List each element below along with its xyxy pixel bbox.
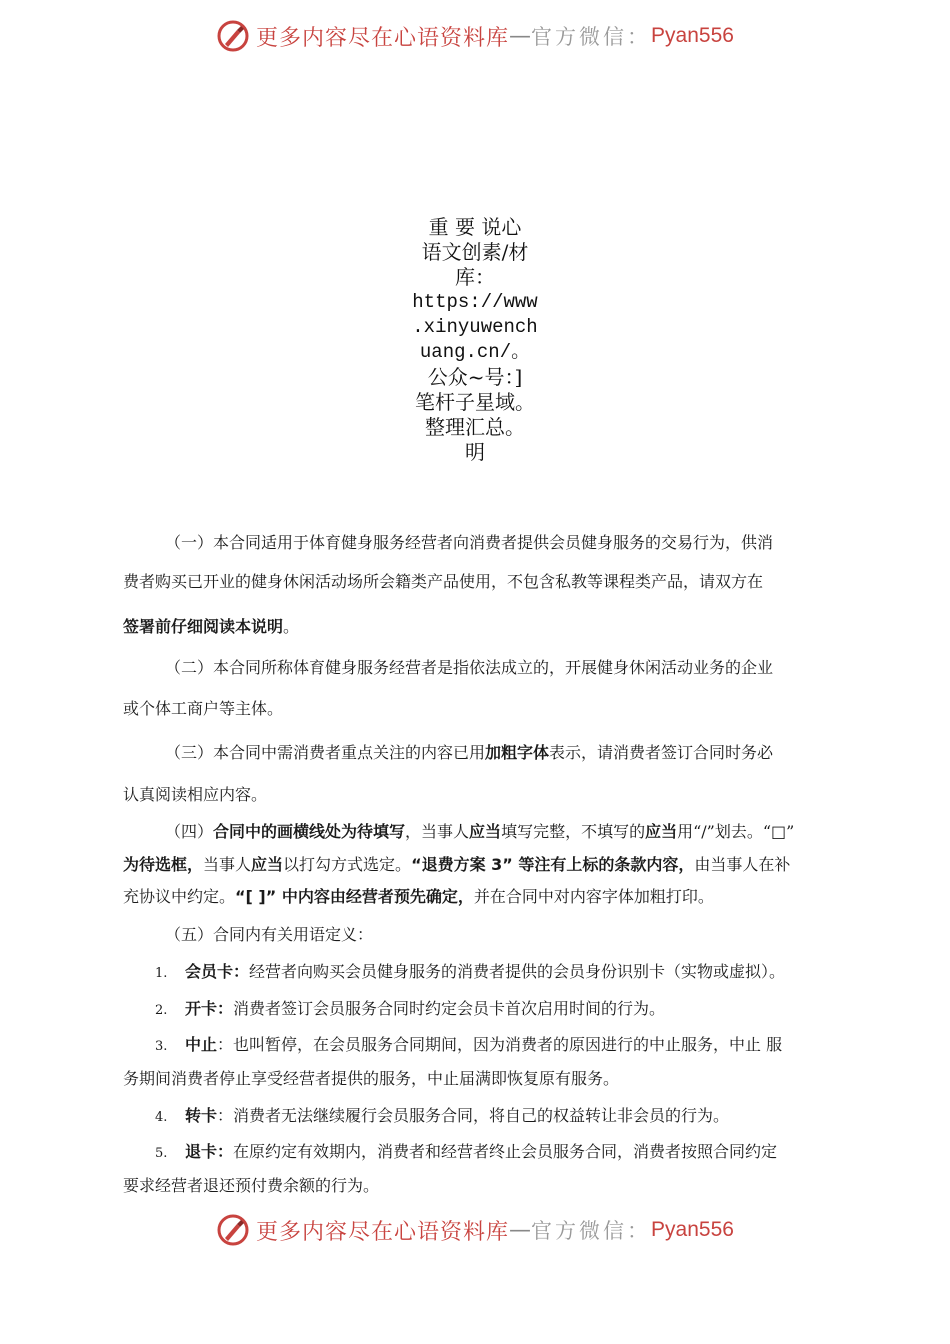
text: 填写完整，不填写的 (501, 822, 646, 841)
para-3-line-1 (165, 743, 833, 763)
item-number: 2. (155, 1003, 168, 1018)
pen-logo-icon (216, 19, 250, 53)
para-4-line-3 (123, 887, 833, 907)
text: （四） (165, 822, 214, 841)
definition-text: 经营者向购买会员健身服务的消费者提供的会员身份识别卡（实物或虚拟）。 (249, 962, 786, 981)
definition-term: 中止 (185, 1035, 218, 1054)
text: 由当事人在补 (694, 855, 791, 874)
footer-banner (0, 1210, 950, 1250)
text: 充协议中约定。 (123, 887, 236, 906)
banner-wechat-id: Pyan556 (651, 24, 734, 47)
bold-text: 加粗字体 (485, 743, 550, 762)
banner-official-label: 官方微信： (531, 25, 652, 49)
para-1-line-3 (123, 617, 833, 637)
pen-logo-icon (216, 1213, 250, 1247)
item-number: 1. (155, 966, 168, 981)
para-2-line-1: （二）本合同所称体育健身服务经营者是指依法成立的，开展健身休闲活动业务的企业 (165, 658, 774, 677)
title-line: https://www (412, 291, 538, 313)
para-3-line-2: 认真阅读相应内容。 (123, 785, 268, 804)
text: 用“/”划去。“□” (677, 822, 795, 841)
definition-term: 开卡： (185, 999, 234, 1018)
bold-text: 应当 (469, 822, 502, 841)
text: 当事人 (203, 855, 252, 874)
text: 并在合同中对内容字体加粗打印。 (473, 887, 714, 906)
para-2-line-2: 或个体工商户等主体。 (123, 699, 284, 718)
bold-text: 合同中的画横线处为待填写 (213, 822, 406, 841)
definition-item-4 (155, 1106, 865, 1128)
definition-item-3-cont: 务期间消费者停止享受经营者提供的服务，中止届满即恢复原有服务。 (123, 1069, 620, 1088)
title-line: 笔杆子星域。 (415, 390, 535, 414)
definition-item-1 (155, 962, 865, 984)
para-1-line-2: 费者购买已开业的健身休闲活动场所会籍类产品使用，不包含私教等课程类产品，请双方在 (123, 572, 764, 591)
bold-text: “退费方案 3” 等注有上标的条款内容， (411, 855, 695, 874)
bold-text: “[ ]” 中内容由经营者预先确定， (235, 887, 474, 906)
text: 表示，请消费者签订合同时务必 (549, 743, 774, 762)
text: 以打勾方式选定。 (283, 855, 412, 874)
para-1-line-1: （一）本合同适用于体育健身服务经营者向消费者提供会员健身服务的交易行为，供消 (165, 533, 774, 552)
title-line: uang.cn/。 (419, 341, 531, 363)
text: ，当事人 (405, 822, 470, 841)
title-line: 语文创素/材 (421, 240, 529, 264)
definition-text: ：消费者无法继续履行会员服务合同，将自己的权益转让非会员的行为。 (217, 1106, 730, 1125)
title-line: 重 要 说心 (428, 215, 522, 239)
banner-slogan: 更多内容尽在心语资料库 (256, 25, 510, 51)
title-line: 整理汇总。 (425, 415, 525, 439)
definition-term: 会员卡： (185, 962, 250, 981)
definition-item-2 (155, 999, 865, 1021)
banner-separator: — (509, 23, 532, 49)
para-4-line-2 (123, 855, 833, 875)
item-number: 5. (155, 1146, 168, 1161)
bold-text: 应当 (251, 855, 284, 874)
item-number: 4. (155, 1110, 168, 1125)
title-line: 公众~号：] (427, 365, 523, 389)
definition-item-5-cont: 要求经营者退还预付费余额的行为。 (123, 1176, 380, 1195)
definition-item-5 (155, 1142, 865, 1164)
title-line: 库： (455, 265, 495, 289)
bold-text: 应当 (645, 822, 678, 841)
title-line: 明 (465, 440, 485, 464)
bold-text: 签署前仔细阅读本说明 (123, 617, 284, 636)
para-4-line-1 (165, 822, 833, 842)
banner-slogan: 更多内容尽在心语资料库 (256, 1219, 510, 1245)
title-line: .xinyuwench (412, 316, 538, 338)
banner-separator: — (509, 1217, 532, 1243)
definition-text: 消费者签订会员服务合同时约定会员卡首次启用时间的行为。 (233, 999, 666, 1018)
item-number: 3. (155, 1039, 168, 1054)
definition-text: 在原约定有效期内，消费者和经营者终止会员服务合同，消费者按照合同约定 (233, 1142, 778, 1161)
bold-text: 为待选框， (123, 855, 204, 874)
banner-wechat-id: Pyan556 (651, 1218, 734, 1241)
definition-text: ：也叫暂停，在会员服务合同期间，因为消费者的原因进行的中止服务，中止 服 (217, 1035, 783, 1054)
header-banner (0, 16, 950, 56)
text: （三）本合同中需消费者重点关注的内容已用 (165, 743, 486, 762)
definition-term: 退卡： (185, 1142, 234, 1161)
definition-term: 转卡 (185, 1106, 218, 1125)
important-notice-title (400, 215, 550, 465)
definitions-heading: （五）合同内有关用语定义： (165, 925, 374, 944)
banner-official-label: 官方微信： (531, 1219, 652, 1243)
text: 。 (283, 617, 300, 636)
definition-item-3 (155, 1035, 865, 1057)
